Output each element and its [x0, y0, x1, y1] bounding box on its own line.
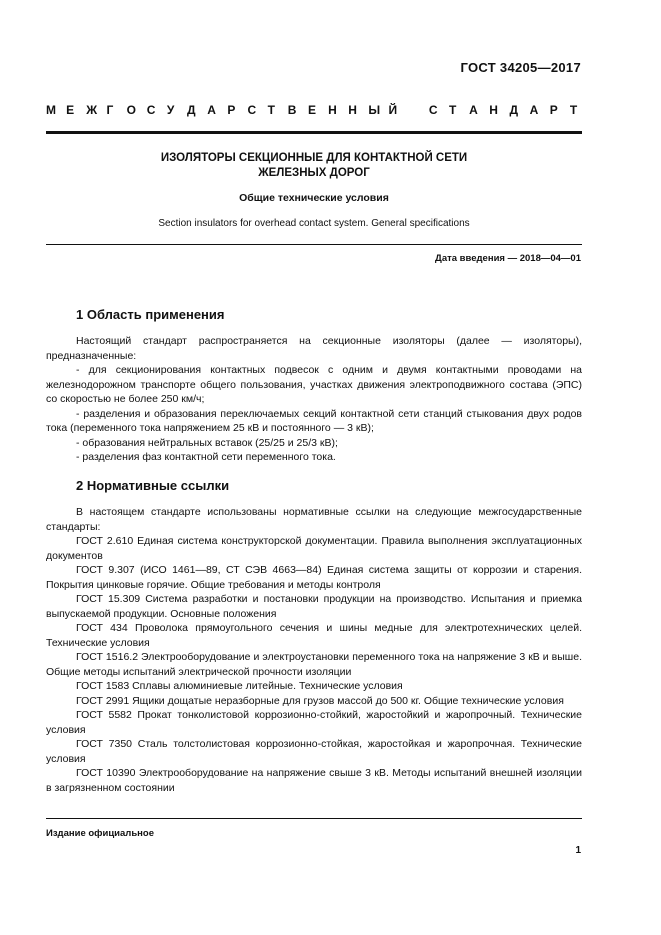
- section-1-bullet: - разделения и образования переключаемых секций контактной сети станций стыкования двух родов тока (переменного тока напряжением 25 кВ и постоянного — 3 кВ);: [46, 407, 582, 434]
- banner-letter: А: [469, 103, 478, 117]
- section-1-bullet: - разделения фаз контактной сети переменного тока.: [76, 451, 336, 463]
- section-1-intro: Настоящий стандарт распространяется на секционные изоляторы (далее — изоляторы), предназначенные:: [46, 335, 582, 362]
- normative-reference: ГОСТ 1516.2 Электрооборудование и электроустановки переменного тока на напряжение 3 кВ и выше. Общие методы испытаний электрической прочности изоляции: [46, 651, 582, 678]
- section-1-bullet: - для секционирования контактных подвесок с одним и двумя контактными проводами на железнодорожном транспорте общего пользования, участках движения электроподвижного состава (ЭПС) со скоростью не более 250 км/ч;: [46, 364, 582, 405]
- banner-letter: Н: [348, 103, 357, 117]
- banner-letter: А: [529, 103, 539, 117]
- normative-reference: ГОСТ 10390 Электрооборудование на напряжение свыше 3 кВ. Методы испытаний внешней изоляции в загрязненном состоянии: [46, 767, 582, 794]
- banner-letter: Т: [449, 103, 457, 117]
- banner-letter: С: [428, 103, 438, 117]
- normative-reference: ГОСТ 2.610 Единая система конструкторской документации. Правила выполнения эксплуатационных документов: [46, 535, 582, 562]
- banner-letter: Е: [66, 103, 75, 117]
- banner-letter: Ы: [368, 103, 381, 117]
- banner-letter: С: [146, 103, 156, 117]
- normative-reference: ГОСТ 434 Проволока прямоугольного сечения и шины медные для электротехнических целей. Технические условия: [46, 622, 582, 649]
- banner-letter: Р: [227, 103, 236, 117]
- document-number: ГОСТ 34205—2017: [460, 60, 581, 75]
- section-1-heading: 1 Область применения: [76, 307, 225, 322]
- banner-letter: С: [247, 103, 257, 117]
- english-title: Section insulators for overhead contact system. General specifications: [158, 218, 470, 229]
- normative-reference: ГОСТ 15.309 Система разработки и постановки продукции на производство. Испытания и приемка выпускаемой продукции. Основные положения: [46, 593, 582, 620]
- normative-reference: ГОСТ 7350 Сталь толстолистовая коррозионно-стойкая, жаростойкая и жаропрочная. Технические условия: [46, 738, 582, 765]
- title-rule: [46, 244, 582, 245]
- normative-reference: ГОСТ 9.307 (ИСО 1461—89, СТ СЭВ 4663—84) Единая система защиты от коррозии и старения. Покрытия цинковые горячие. Общие требования и методы контроля: [46, 564, 582, 591]
- section-2-intro: В настоящем стандарте использованы нормативные ссылки на следующие межгосударственные стандарты:: [46, 506, 582, 533]
- official-edition-label: Издание официальное: [46, 828, 154, 839]
- banner-letter: А: [207, 103, 216, 117]
- normative-reference: ГОСТ 5582 Прокат тонколистовой коррозионно-стойкий, жаростойкий и жаропрочный. Технические условия: [46, 709, 582, 736]
- banner-letter: Н: [489, 103, 498, 117]
- page-number: 1: [575, 845, 581, 856]
- section-2-body: [46, 505, 582, 795]
- banner-letter: У: [166, 103, 175, 117]
- banner-letter: Д: [187, 103, 196, 117]
- banner-letter: Н: [328, 103, 337, 117]
- banner-letter: О: [126, 103, 136, 117]
- banner-letter: М: [46, 103, 56, 117]
- section-2-heading: 2 Нормативные ссылки: [76, 478, 230, 493]
- banner-letter: Ж: [86, 103, 98, 117]
- document-subtitle: Общие технические условия: [239, 192, 389, 204]
- section-1-body: [46, 334, 582, 465]
- banner-letter: Д: [509, 103, 518, 117]
- banner-letter: Г: [106, 103, 114, 117]
- document-title-line2: ЖЕЛЕЗНЫХ ДОРОГ: [258, 167, 370, 179]
- banner-letter: Е: [307, 103, 316, 117]
- normative-reference: ГОСТ 1583 Сплавы алюминиевые литейные. Технические условия: [76, 680, 403, 692]
- header-rule: [46, 131, 582, 134]
- footer-rule: [46, 818, 582, 819]
- banner-letter: Р: [549, 103, 558, 117]
- section-1-bullet: - образования нейтральных вставок (25/25 и 25/3 кВ);: [76, 436, 338, 449]
- banner-letter: Т: [569, 103, 578, 117]
- banner-letter: Т: [267, 103, 275, 117]
- introduction-date: Дата введения — 2018—04—01: [435, 253, 581, 264]
- document-title-line1: ИЗОЛЯТОРЫ СЕКЦИОННЫЕ ДЛЯ КОНТАКТНОЙ СЕТИ: [160, 152, 468, 164]
- banner-letter: В: [287, 103, 297, 117]
- banner-letter: Й: [388, 103, 398, 117]
- normative-reference: ГОСТ 2991 Ящики дощатые неразборные для грузов массой до 500 кг. Общие технические условия: [76, 694, 564, 707]
